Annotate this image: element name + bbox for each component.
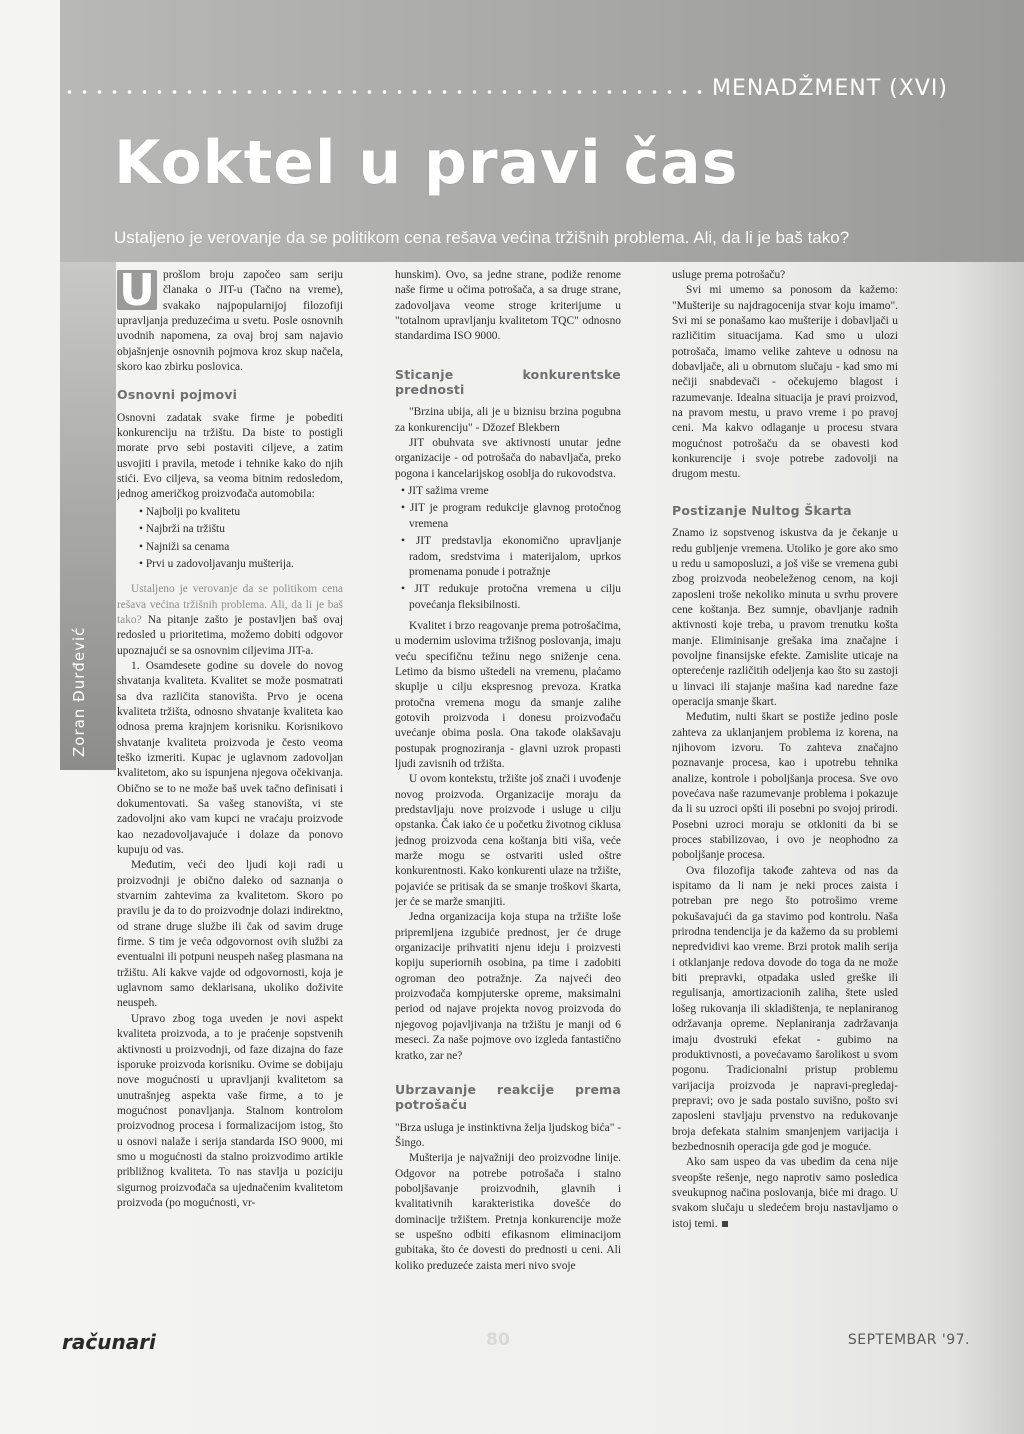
list-item: • JIT sažima vreme	[395, 484, 621, 499]
heading-nultog-skarta: Postizanje Nultog Škarta	[672, 502, 852, 518]
end-mark-icon	[722, 1221, 728, 1227]
paragraph: JIT obuhvata sve aktivnosti unutar jedne organizacije - od potrošača do nabavljača, preko pogona i kancelarijskog osoblja do rukovodstva.	[395, 437, 621, 480]
paragraph: usluge prema potrošaču?	[672, 269, 786, 281]
heading-ubrzavanje-reakcije: Ubrzavanje reakcije prema potrošaču	[395, 1081, 621, 1113]
paragraph: Ova filozofija takođe zahteva od nas da ispitamo da li nam je neki proces zaista i potreban pre nego što potrošimo vreme pokušavajući da ga stavimo pod kontrolu. Naša prirodna tendencija je da kažemo da su problemi nepredvidivi kao vreme. Brzi protok malih serija i otklanjanje redova dovode do toga da ne može biti prepravki, otpadaka usled greške ili regulisanja, amortizacionih zaliha, štete usled lošeg rukovanja ili skladištenja, te neplaniranog održavanja opreme. Neplaniranja zadržavanja imaju dvostruki efekat - gubimo na produktivnosti, a povećavamo šarolikost u svom pogonu. Tradicionalni pristup problemu varijacija proizvoda je napravi-pregledaj-prepravi; ovo je sada postalo suvišno, pošto svi zaposleni stavljaju prvenstvo na redukovanje broja defekata stalnim smanjenjem varijacija i bezbednosnih operacija gde god je moguće.	[672, 864, 898, 1153]
article-subtitle: Ustaljeno je verovanje da se politikom cena rešava većina tržišnih problema. Ali, da li je baš tako?	[114, 228, 850, 247]
paragraph: Upravo zbog toga uveden je novi aspekt kvaliteta proizvoda, a to je praćenje sopstvenih aktivnosti u proizvodnji, od faze dizajna do faze isporuke proizvoda korisniku. Ovime se dobijaju nove mogućnosti u upravljanji kvalitetom sa unutrašnjeg aspekta vaše firme, a to je mogućnost ponavljanja. Stalnom kontrolom proizvodnog procesa i formalizacijom istog, što u osnovi nalaže i serija standarda ISO 9000, mi smo u mogućnosti da stalno proizvodimo artikle približnog kvaliteta. To nas stavlja u poziciju sigurnog proizvođača sa ujednačenim kvalitetom proizvoda (po mogućnosti, vr-	[117, 1012, 343, 1209]
drop-cap: U	[117, 270, 157, 310]
paragraph: Znamo iz sopstvenog iskustva da je čekanje u redu gubljenje vremena. Utoliko je gore ako smo u redu u samoposluzi, a još više se vremena gubi zbog proizvoda neobeleženog cenom, na koji zaposleni troše nekoliko minuta u svrhu provere cene koštanja. Bez sumnje, obavljanje radnih aktivnosti koje treba, u pravom trenutku košta manje. Eliminisanje grešaka ima značajne i povoljne finansijske efekte. Zamislite uticaje na opterećenje različitih odeljenja kao što su zastoji u linvaci ili stajanje mašina kad naredne faze operacija smanje škart.	[672, 527, 898, 708]
paragraph: hunskim). Ovo, sa jedne strane, podiže renome naše firme u očima potrošača, a sa druge strane, zadovoljava veome stroge kriterijume u "totalnom upravljanju kvalitetom TQC" odnosno standardima ISO 9000.	[395, 269, 621, 343]
heading-osnovni-pojmovi: Osnovni pojmovi	[117, 387, 238, 403]
list-item: • Najbolji po kvalitetu	[117, 505, 343, 520]
text-column-1	[117, 268, 343, 1278]
paragraph: 1. Osamdesete godine su dovele do novog shvatanja kvaliteta. Kvalitet se može posmatrati sa dva različita stanovišta. Prvo je ocena kvaliteta tržišta, odnosno shvatanje kvaliteta kao odnosa prema krajnjem korisniku. Korisnikovo shvatanje kvaliteta proizvoda je često veoma teško izmeriti. Kupac je uglavnom zadovoljan kvalitetom, ako su ispunjena njegova očekivanja. Obično se to ne može baš uvek tačno definisati i dokumentovati. Sa vašeg stanovišta, vi ste zadovoljni ako vam kupci ne vraćaju proizvode kao nezadovoljavajuće i dolaze da ponovo kupuju od vas.	[117, 659, 343, 857]
intro-text: prošlom broju započeo sam seriju članaka o JIT-u (Tačno na vreme), svakako najpopularnijoj filozofiji upravljanja preduzećima u svetu. Posle osnovnih uvodnih napomena, za ovaj broj sam najavio objašnjenje osnovnih pojmova kroz skup načela, skoro kao zbirku poslovica.	[117, 269, 343, 374]
goals-list	[117, 505, 343, 572]
paragraph: Mušterija je najvažniji deo proizvodne linije. Odgovor na potrebe potrošača i stalno poboljšavanje proizvodnih, glavnih i kvalitativnih karakteristika dovešće do dominacije tržištem. Pretnja konkurencije može se uspešno odbiti efikasnom eliminacijom gubitaka, što će dovesti do prednosti u ceni. Ali koliko preduzeće zaista meri nivo svoje	[395, 1152, 621, 1272]
paragraph: Osnovni zadatak svake firme je pobediti konkurenciju na tržištu. Da biste to postigli morate prvo sebi postaviti ciljeve, a zatim usvojiti i pravila, metode i tehnike kako do njih stići. Evo ciljeva, sa veoma bitnim redosledom, jednog američkog proizvođača automobila:	[117, 411, 343, 501]
paragraph: U ovom kontekstu, tržište još znači i uvođenje novog proizvoda. Organizacije moraju da predstavljaju nove proizvode i usluge u cilju opstanka. Čak iako će u početku životnog ciklusa jednog proizvoda cena koštanja biti viša, veće marže mogu se ostvariti usled oštre konkurentnosti. Kako konkurenti ulaze na tržište, pojaviće se pritisak da se smanje troškovi škarta, jer će se marže smanjiti.	[395, 773, 621, 909]
heading-sticanje-prednosti: Sticanje konkurentske prednosti	[395, 366, 621, 398]
closing-text: Ako sam uspeo da vas ubedim da cena nije sveopšte rešenje, nego naprotiv samo posledica sveukupnog načina poslovanja, biće mi drago. U svakom slučaju u sledećem broju nastavljamo o istoj temi.	[672, 1156, 898, 1230]
paragraph: Međutim, veći deo ljudi koji radi u proizvodnji je obično daleko od saznanja o stvarnim zahtevima za kvalitetom. Skoro po pravilu je da to do proizvodnje dolazi indirektno, od strane druge službe ili čak od savim druge firme. S tim je veća odgovornost ovih službi za eventualni ili potpuni neuspeh našeg plasmana na tržištu. Ali kakve vajde od odgovornosti, koja je uglavnom samo deklarisana, ukoliko doživite neuspeh.	[117, 859, 343, 1010]
quote: "Brzina ubija, ali je u biznisu brzina pogubna za konkurenciju" - Džozef Blekbern	[395, 406, 621, 434]
list-item: • Prvi u zadovoljavanju mušterija.	[117, 557, 343, 572]
paragraph: Kvalitet i brzo reagovanje prema potrošačima, u modernim uslovima tržišnog poslovanja, imaju veću specifičnu težinu nego sniženje cena. Letimo da bismo uštedeli na vremenu, plaćamo skuplje u cilju ekspresnog prevoza. Kratka protočna vremena mogu da smanje zalihe gotovih proizvoda i donesu proizvođaču uvećanje obima posla. Ona takođe olakšavaju postupak prognoziranja - glavni uzrok propasti ljudi zavisnih od tržišta.	[395, 619, 621, 770]
paragraph: Svi mi umemo sa ponosom da kažemo: "Mušterije su najdragocenija stvar koju imamo". Svi mi se ponašamo kao mušterije i dobavljači u različitim situacijama. Kad smo u ulozi potrošača, imamo velike zahteve u odnosu na dobavljače, ali u obrnutom slučaju - kad smo mi nečiji snabdevači - očekujemo blagost i razumevanje. Idealna situacija je pravi proizvod, na pravom mestu, u pravo vreme i po pravoj ceni. Ma kakvo odlaganje u procesu stvara mogućnost potrošaču da se obavesti kod konkurencije i svoje potrebe zadovolji na drugom mestu.	[672, 284, 898, 481]
issue-date: SEPTEMBAR '97.	[847, 1332, 970, 1348]
paragraph-text: Na pitanje zašto je postavljen baš ovaj redosled u prioritetima, možemo dobiti odgovor upoznajući se sa osnovnim ciljevima JIT-a.	[117, 613, 343, 657]
paragraph: Međutim, nulti škart se postiže jedino posle zahteva za uklanjanjem problema iz korena, na njihovom izvoru. To zahteva značajno poznavanje procesa, kao i upotrebu tehnika analize, kontrole i poboljšanja procesa. Sve ovo povećava naše razumevanje problema i pokazuje da li su uzroci opšti ili posebni po svojoj prirodi. Posebni uzroci moraju se otkloniti da bi se proces stabilizovao, i ovo je neophodno za poboljšanje procesa.	[672, 711, 898, 862]
publication-logo: računari	[62, 1330, 156, 1354]
list-item: • Najbrži na tržištu	[117, 522, 343, 537]
article-title: Koktel u pravi čas	[114, 128, 739, 198]
text-column-2	[395, 268, 621, 1278]
paragraph	[117, 582, 343, 659]
dotted-rule	[62, 86, 712, 98]
jit-list	[395, 484, 621, 613]
page-number: 80	[486, 1330, 510, 1350]
intro-paragraph	[117, 268, 343, 375]
quote: "Brza usluga je instinktivna želja ljudskog bića" - Šingo.	[395, 1121, 621, 1149]
text-column-3	[672, 268, 898, 1278]
list-item: • JIT predstavlja ekonomično upravljanje radom, sredstvima i materijalom, uprkos promenama ponude i potražnje	[395, 534, 621, 580]
author-name: Zoran Đurđević	[70, 626, 88, 757]
section-label: MENADŽMENT (XVI)	[712, 76, 948, 101]
paragraph	[672, 1155, 898, 1232]
list-item: • JIT je program redukcije glavnog protočnog vremena	[395, 501, 621, 532]
list-item: • JIT redukuje protočna vremena u cilju povećanja fleksibilnosti.	[395, 582, 621, 613]
list-item: • Najniži sa cenama	[117, 540, 343, 555]
repeated-subtitle-text: Ustaljeno je verovanje da se politikom cena rešava većina tržišnih problema. Ali, da li je baš tako?	[117, 583, 343, 626]
paragraph: Jedna organizacija koja stupa na tržište loše pripremljena izgubiće prednost, jer će druge organizacije prihvatiti njenu ideju i proizvesti kopiju superiornih osobina, pa time i zadobiti ogroman deo potražnje. Za najveći deo proizvođača kompjuterske opreme, maksimalni period od najave projekta novog proizvoda do njegovog pojavljivanja na tržištu je manji od 6 meseci. Za naše pojmove ovo izgleda fantastično kratko, zar ne?	[395, 911, 621, 1062]
